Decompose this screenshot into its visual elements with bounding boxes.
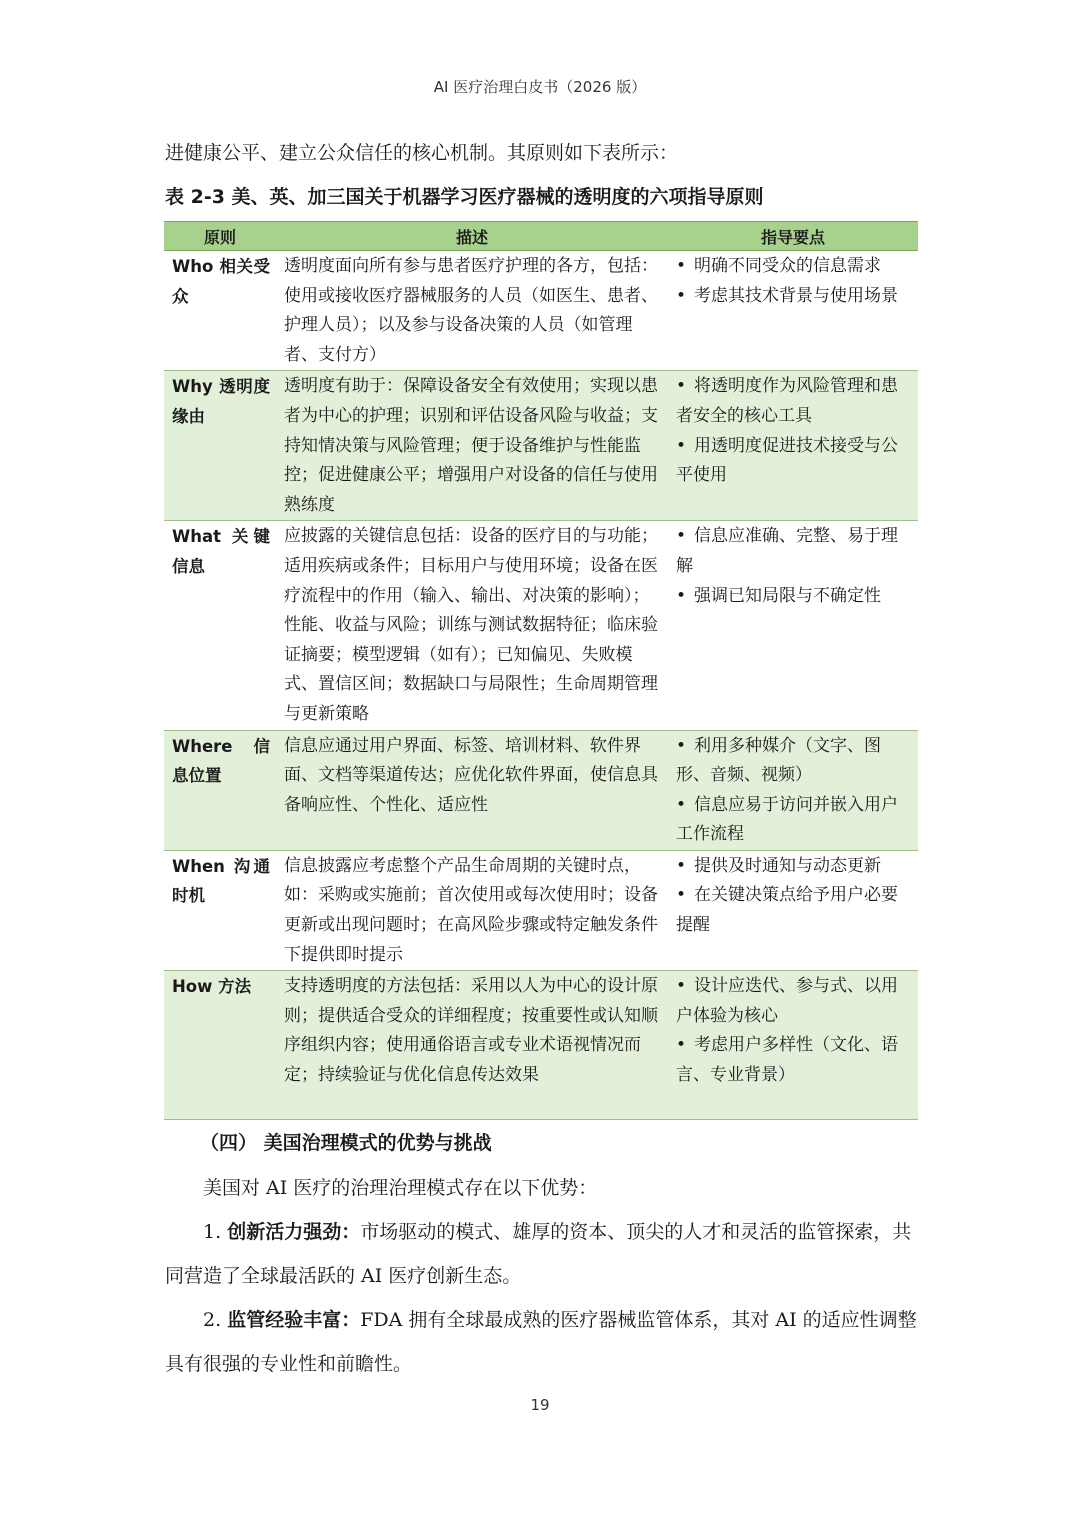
page-number: 19 — [530, 1396, 550, 1414]
table-row — [164, 521, 918, 730]
list-item: • 利用多种媒介（文字、图形、音频、视频） — [676, 732, 912, 791]
list-item: • 用透明度促进技术接受与公平使用 — [676, 432, 912, 491]
description-cell: 透明度有助于：保障设备安全有效使用；实现以患者为中心的护理；识别和评估设备风险与收益；支持知情决策与风险管理；便于设备维护与性能监控；促进健康公平；增强用户对设备的信任与使用熟练度 — [276, 371, 668, 521]
principle-cell: Why 透明度缘由 — [164, 371, 276, 521]
section-lead: 美国对 AI 医疗的治理治理模式存在以下优势： — [203, 1177, 598, 1199]
list-item: • 考虑其技术背景与使用场景 — [676, 282, 912, 312]
table-row — [164, 850, 918, 970]
list-item: • 考虑用户多样性（文化、语言、专业背景） — [676, 1031, 912, 1090]
bullet-icon: • — [676, 435, 687, 456]
bullet-icon: • — [676, 256, 687, 276]
bullet-icon: • — [676, 976, 687, 997]
points-cell — [668, 371, 918, 521]
principle-cell: When 沟通时机 — [164, 850, 276, 970]
points-cell — [668, 730, 918, 850]
table-row — [164, 730, 918, 850]
bullet-icon: • — [676, 526, 687, 547]
item-title: 监管经验丰富： — [227, 1309, 361, 1331]
item-text: FDA 拥有全球最成熟的医疗器械监管体系，其对 AI 的适应性调整具有很强的专业性和前瞻性。 — [165, 1309, 917, 1375]
item-text: 市场驱动的模式、雄厚的资本、顶尖的人才和灵活的监管探索，共同营造了全球最活跃的 AI 医疗创新生态。 — [165, 1221, 912, 1287]
column-header-description: 描述 — [276, 222, 668, 251]
bullet-icon: • — [676, 376, 687, 397]
description-cell: 信息披露应考虑整个产品生命周期的关键时点，如：采购或实施前；首次使用或每次使用时；设备更新或出现问题时；在高风险步骤或特定触发条件下提供即时提示 — [276, 850, 668, 970]
list-item: • 将透明度作为风险管理和患者安全的核心工具 — [676, 372, 912, 431]
bullet-icon: • — [676, 885, 687, 906]
advantage-item — [165, 1210, 917, 1298]
principle-cell: How 方法 — [164, 971, 276, 1120]
bullet-icon: • — [676, 735, 687, 756]
item-number: 1. — [203, 1221, 222, 1243]
points-cell — [668, 521, 918, 730]
description-cell: 透明度面向所有参与患者医疗护理的各方，包括：使用或接收医疗器械服务的人员（如医生、患者、护理人员）；以及参与设备决策的人员（如管理者、支付方） — [276, 251, 668, 371]
description-cell: 支持透明度的方法包括：采用以人为中心的设计原则；提供适合受众的详细程度；按重要性或认知顺序组织内容；使用通俗语言或专业术语视情况而定；持续验证与优化信息传达效果 — [276, 971, 668, 1120]
list-item: • 信息应易于访问并嵌入用户工作流程 — [676, 791, 912, 850]
principle-cell: What 关键信息 — [164, 521, 276, 730]
list-item: • 明确不同受众的信息需求 — [676, 252, 912, 282]
advantage-item — [165, 1298, 917, 1386]
bullet-icon: • — [676, 794, 687, 815]
principle-cell: Who 相关受众 — [164, 251, 276, 371]
points-cell — [668, 251, 918, 371]
running-header: AI 医疗治理白皮书（2026 版） — [433, 78, 647, 96]
item-number: 2. — [203, 1309, 222, 1331]
list-item: • 在关键决策点给予用户必要提醒 — [676, 881, 912, 940]
description-cell: 应披露的关键信息包括：设备的医疗目的与功能；适用疾病或条件；目标用户与使用环境；设备在医疗流程中的作用（输入、输出、对决策的影响）；性能、收益与风险；训练与测试数据特征；临床验证摘要；模型逻辑（如有）；已知偏见、失败模式、置信区间；数据缺口与局限性；生命周期管理与更新策略 — [276, 521, 668, 730]
bullet-icon: • — [676, 1035, 687, 1056]
table-caption: 表 2-3 美、英、加三国关于机器学习医疗器械的透明度的六项指导原则 — [165, 186, 764, 208]
bullet-icon: • — [676, 285, 687, 306]
list-item: • 设计应迭代、参与式、以用户体验为核心 — [676, 972, 912, 1031]
principle-cell: Where 信息位置 — [164, 730, 276, 850]
list-item: • 强调已知局限与不确定性 — [676, 582, 912, 612]
intro-paragraph: 进健康公平、建立公众信任的核心机制。其原则如下表所示： — [165, 142, 679, 164]
bullet-icon: • — [676, 855, 687, 876]
points-cell — [668, 971, 918, 1120]
list-item: • 提供及时通知与动态更新 — [676, 852, 912, 882]
principles-table — [164, 221, 918, 1120]
column-header-points: 指导要点 — [668, 222, 918, 251]
description-cell: 信息应通过用户界面、标签、培训材料、软件界面、文档等渠道传达；应优化软件界面，使信息具备响应性、个性化、适应性 — [276, 730, 668, 850]
item-title: 创新活力强劲： — [227, 1221, 361, 1243]
bullet-icon: • — [676, 585, 687, 606]
section-heading: （四） 美国治理模式的优势与挑战 — [200, 1132, 492, 1154]
table-header-row — [164, 222, 918, 251]
table-row — [164, 251, 918, 371]
table-row — [164, 371, 918, 521]
column-header-principle: 原则 — [164, 222, 276, 251]
list-item: • 信息应准确、完整、易于理解 — [676, 522, 912, 581]
table-row — [164, 971, 918, 1120]
points-cell — [668, 850, 918, 970]
